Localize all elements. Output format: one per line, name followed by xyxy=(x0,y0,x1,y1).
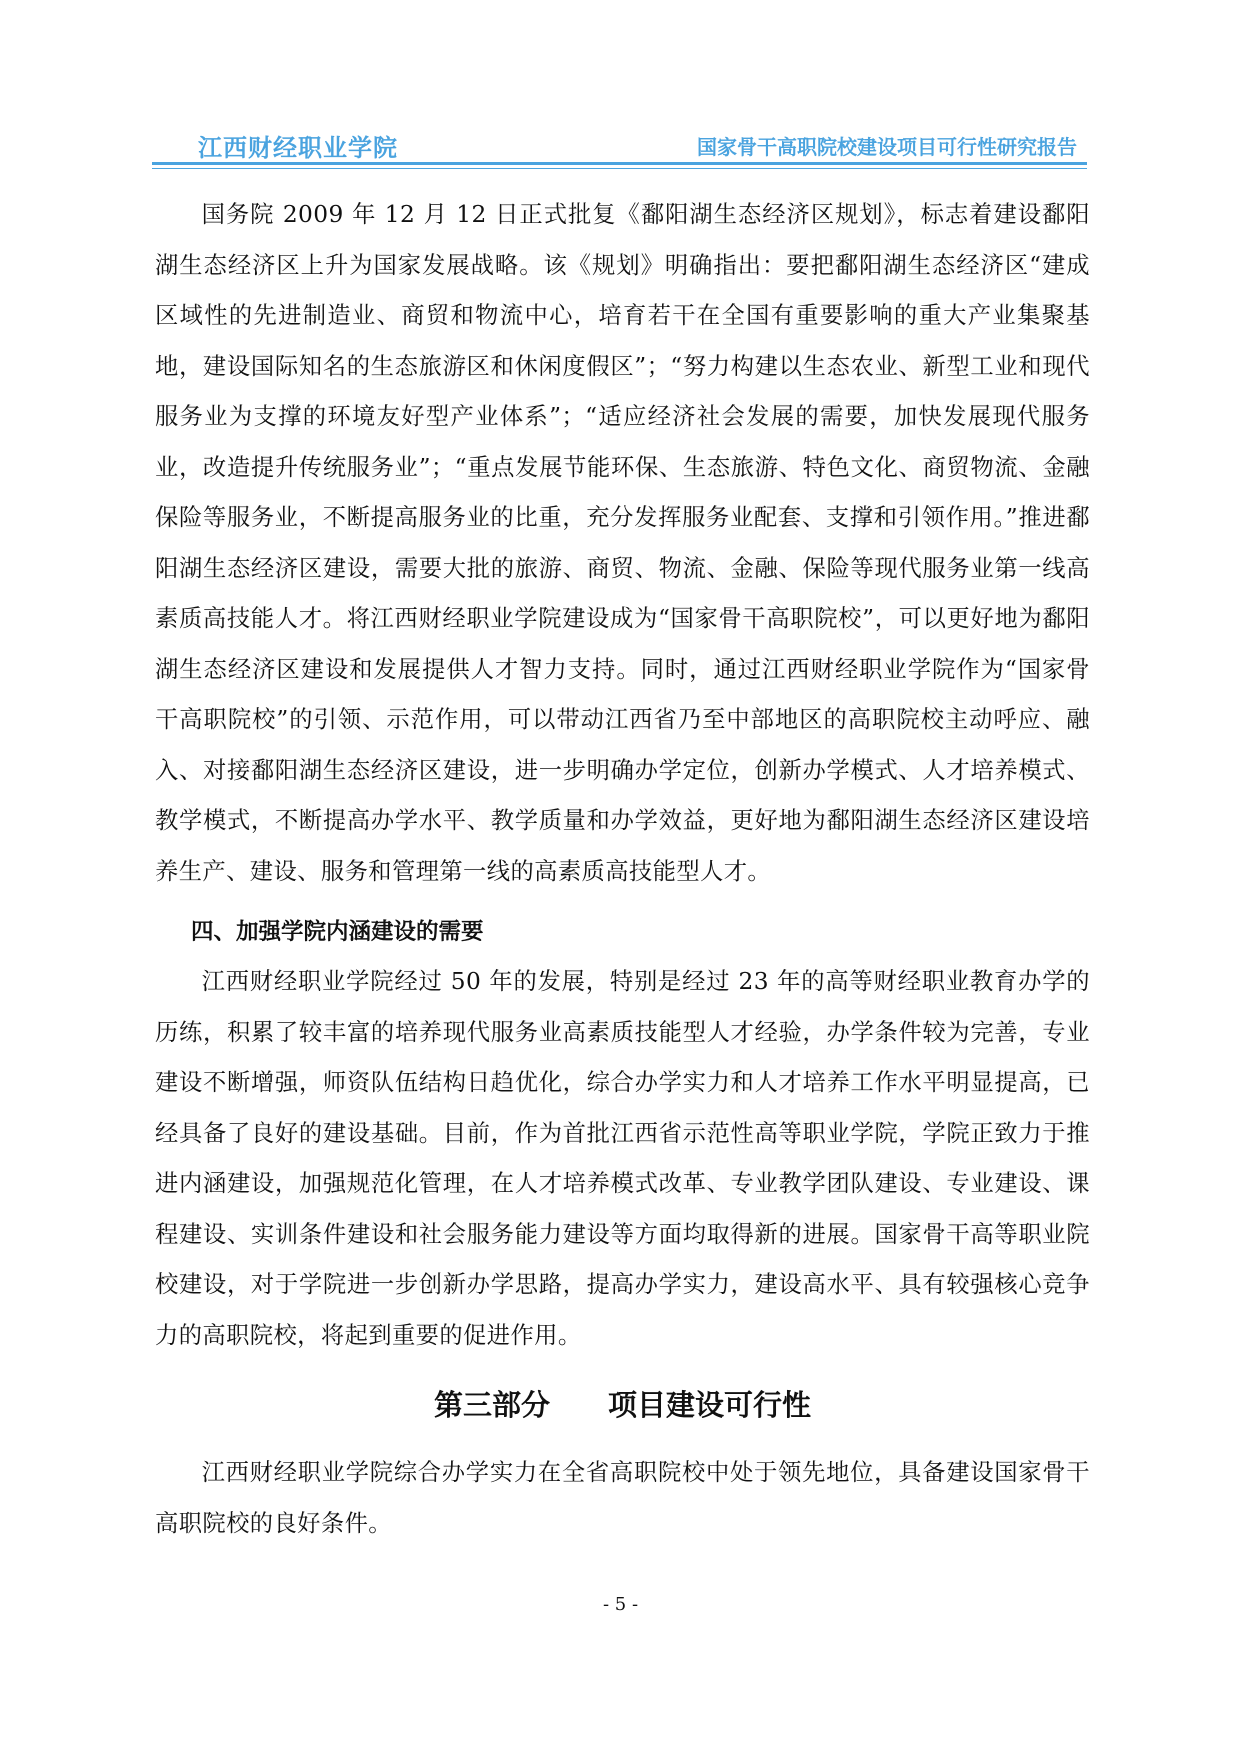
header-institution-name: 江西财经职业学院 xyxy=(198,134,398,162)
body-paragraph-3: 江西财经职业学院综合办学实力在全省高职院校中处于领先地位，具备建设国家骨干高职院校的良好条件。 xyxy=(155,1459,1090,1537)
header-report-title: 国家骨干高职院校建设项目可行性研究报告 xyxy=(697,135,1077,159)
section-4-heading: 四、加强学院内涵建设的需要 xyxy=(191,919,484,945)
page-number: - 5 - xyxy=(602,1594,639,1615)
header-rule-thick xyxy=(152,162,1087,165)
part-3-title: 第三部分 项目建设可行性 xyxy=(433,1388,811,1422)
body-paragraph-1: 国务院 2009 年 12 月 12 日正式批复《鄱阳湖生态经济区规划》，标志着建设鄱阳湖生态经济区上升为国家发展战略。该《规划》明确指出：要把鄱阳湖生态经济区“建成区域性的先进制造业、商贸和物流中心，培育若干在全国有重要影响的重大产业集聚基地，建设国际知名的生态旅游区和休闲度假区”；“努力构建以生态农业、新型工业和现代服务业为支撑的环境友好型产业体系”；“适应经济社会发展的需要，加快发展现代服务业，改造提升传统服务业”；“重点发展节能环保、生态旅游、特色文化、商贸物流、金融保险等服务业，不断提高服务业的比重，充分发挥服务业配套、支撑和引领作用。”推进鄱阳湖生态经济区建设，需要大批的旅游、商贸、物流、金融、保险等现代服务业第一线高素质高技能人才。将江西财经职业学院建设成为“国家骨干高职院校”，可以更好地为鄱阳湖生态经济区建设和发展提供人才智力支持。同时，通过江西财经职业学院作为“国家骨干高职院校”的引领、示范作用，可以带动江西省乃至中部地区的高职院校主动呼应、融入、对接鄱阳湖生态经济区建设，进一步明确办学定位，创新办学模式、人才培养模式、教学模式，不断提高办学水平、教学质量和办学效益，更好地为鄱阳湖生态经济区建设培养生产、建设、服务和管理第一线的高素质高技能型人才。 xyxy=(155,201,1090,885)
page-header xyxy=(152,128,1087,160)
page-body xyxy=(155,190,1090,1549)
body-paragraph-2: 江西财经职业学院经过 50 年的发展，特别是经过 23 年的高等财经职业教育办学的历练，积累了较丰富的培养现代服务业高素质技能型人才经验，办学条件较为完善，专业建设不断增强，师资队伍结构日趋优化，综合办学实力和人才培养工作水平明显提高，已经具备了良好的建设基础。目前，作为首批江西省示范性高等职业学院，学院正致力于推进内涵建设，加强规范化管理，在人才培养模式改革、专业教学团队建设、专业建设、课程建设、实训条件建设和社会服务能力建设等方面均取得新的进展。国家骨干高等职业院校建设，对于学院进一步创新办学思路，提高办学实力，建设高水平、具有较强核心竞争力的高职院校，将起到重要的促进作用。 xyxy=(155,968,1090,1349)
header-rule-thin xyxy=(152,168,1087,169)
